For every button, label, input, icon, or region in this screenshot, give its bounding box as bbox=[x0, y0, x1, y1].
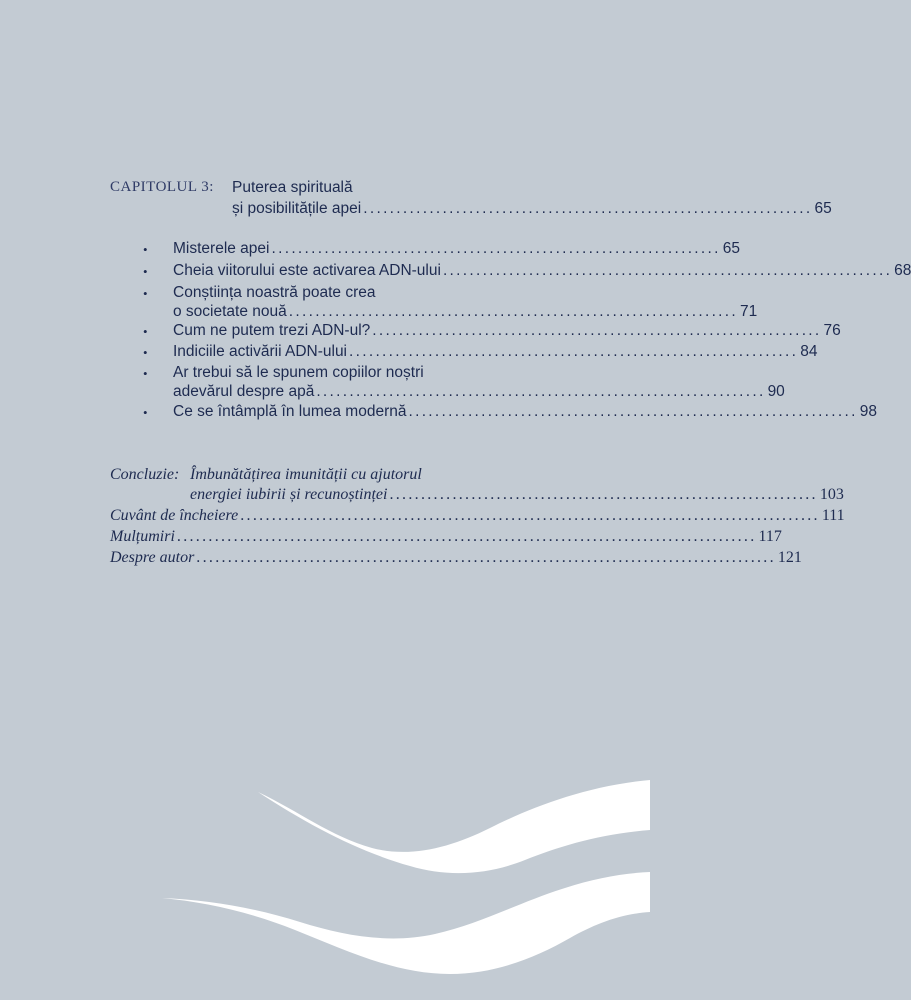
toc-entry-7[interactable] bbox=[173, 403, 877, 421]
toc-entry-3-line1: Conștiința noastră poate crea bbox=[173, 284, 376, 301]
toc-entry-afterword[interactable] bbox=[110, 507, 845, 525]
toc-entry-title-line2: o societate nouă bbox=[173, 303, 287, 320]
chapter-title-line2-row[interactable] bbox=[232, 200, 832, 218]
toc-entry-title: Misterele apei bbox=[173, 240, 270, 257]
toc-entry-2[interactable] bbox=[173, 262, 911, 280]
leader-dots: .................................................................... bbox=[408, 403, 858, 420]
afterword-title: Cuvânt de încheiere bbox=[110, 507, 239, 524]
toc-entry-title-line2: adevărul despre apă bbox=[173, 383, 315, 400]
thanks-title: Mulțumiri bbox=[110, 528, 175, 545]
leader-dots: ............................................................................................ bbox=[196, 549, 776, 566]
leader-dots: ............................................................................................ bbox=[176, 528, 757, 545]
toc-entry-page: 98 bbox=[859, 403, 877, 420]
leader-dots: .................................................................... bbox=[271, 240, 721, 257]
chapter-label: CAPITOLUL 3: bbox=[110, 179, 214, 195]
conclusion-page: 103 bbox=[819, 486, 844, 503]
leader-dots: .................................................................... bbox=[442, 262, 893, 279]
leader-dots: .................................................................... bbox=[349, 343, 799, 360]
bullet-icon: • bbox=[143, 242, 148, 257]
toc-entry-1[interactable] bbox=[173, 240, 740, 258]
toc-entry-page: 76 bbox=[823, 322, 841, 339]
wave-decoration-icon bbox=[0, 770, 650, 1000]
conclusion-label: Concluzie: bbox=[110, 466, 180, 483]
bullet-icon: • bbox=[143, 405, 148, 420]
leader-dots: ............................................................................................ bbox=[240, 507, 820, 524]
leader-dots: .................................................................... bbox=[288, 303, 738, 320]
thanks-page: 117 bbox=[758, 528, 782, 545]
bullet-icon: • bbox=[143, 324, 148, 339]
toc-entry-title: Ce se întâmplă în lumea modernă bbox=[173, 403, 407, 420]
toc-entry-page: 84 bbox=[800, 343, 818, 360]
lower-wave-icon bbox=[162, 872, 650, 974]
chapter-title-line1: Puterea spirituală bbox=[232, 179, 353, 196]
toc-entry-4[interactable] bbox=[173, 322, 841, 340]
toc-entry-page: 68 bbox=[894, 262, 911, 279]
upper-wave-icon bbox=[258, 780, 650, 873]
leader-dots: .................................................................... bbox=[372, 322, 822, 339]
toc-entry-page: 65 bbox=[722, 240, 740, 257]
toc-entry-about[interactable] bbox=[110, 549, 802, 567]
toc-entry-page: 71 bbox=[740, 303, 758, 320]
toc-entry-page: 90 bbox=[767, 383, 785, 400]
toc-entry-conclusion[interactable] bbox=[190, 486, 844, 504]
toc-entry-thanks[interactable] bbox=[110, 528, 782, 546]
toc-entry-5[interactable] bbox=[173, 343, 818, 361]
chapter-page-number: 65 bbox=[814, 200, 832, 217]
toc-entry-6[interactable] bbox=[173, 383, 785, 401]
leader-dots: .................................................................... bbox=[363, 200, 813, 217]
toc-entry-3[interactable] bbox=[173, 303, 758, 321]
bullet-icon: • bbox=[143, 264, 148, 279]
conclusion-title-line2: energiei iubirii și recunoștinței bbox=[190, 486, 388, 503]
afterword-page: 111 bbox=[821, 507, 845, 524]
bullet-icon: • bbox=[143, 345, 148, 360]
bullet-icon: • bbox=[143, 366, 148, 381]
about-title: Despre autor bbox=[110, 549, 195, 566]
conclusion-title-line1: Îmbunătățirea imunității cu ajutorul bbox=[190, 466, 422, 483]
leader-dots: .................................................................... bbox=[389, 486, 818, 503]
about-page: 121 bbox=[777, 549, 802, 566]
leader-dots: .................................................................... bbox=[316, 383, 766, 400]
toc-entry-6-line1: Ar trebui să le spunem copiilor noștri bbox=[173, 364, 424, 381]
chapter-title-line2: și posibilitățile apei bbox=[232, 200, 362, 217]
bullet-icon: • bbox=[143, 286, 148, 301]
toc-entry-title: Cum ne putem trezi ADN-ul? bbox=[173, 322, 371, 339]
toc-entry-title: Cheia viitorului este activarea ADN-ului bbox=[173, 262, 441, 279]
toc-entry-title: Indiciile activării ADN-ului bbox=[173, 343, 348, 360]
